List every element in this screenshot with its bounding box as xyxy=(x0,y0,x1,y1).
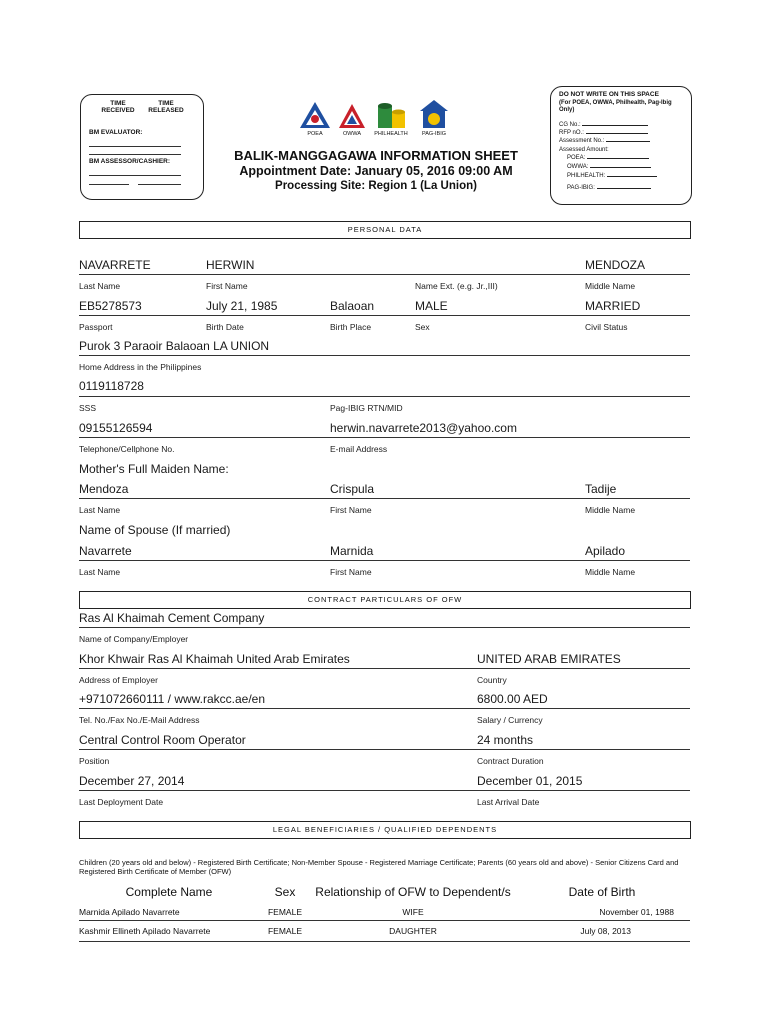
mother-heading: Mother's Full Maiden Name: xyxy=(79,462,229,476)
poea-fee-label: POEA: xyxy=(567,155,649,161)
phone-row-line xyxy=(79,437,690,438)
birth-date-label: Birth Date xyxy=(206,322,244,332)
time-released-label: TIME RELEASED xyxy=(148,100,184,114)
salary-value: 6800.00 AED xyxy=(477,692,548,706)
sss-row-line xyxy=(79,396,690,397)
assessment-no-label: Assessment No.: xyxy=(559,138,650,144)
employer-address-label: Address of Employer xyxy=(79,675,158,685)
mother-first-value: Crispula xyxy=(330,482,375,496)
appointment-date: Appointment Date: January 05, 2016 09:00 AM xyxy=(239,164,513,178)
owwa-fee-label: OWWA: xyxy=(567,164,651,170)
position-row-line xyxy=(79,749,690,750)
spouse-first-value: Marnida xyxy=(330,544,374,558)
form-title: BALIK-MANGGAGAWA INFORMATION SHEET xyxy=(234,148,518,163)
company-label: Name of Company/Employer xyxy=(79,634,189,644)
dependent-1-relationship: WIFE xyxy=(402,907,424,917)
last-name-value: NAVARRETE xyxy=(79,258,151,272)
dependent-1-sex: FEMALE xyxy=(267,907,302,917)
pagibig-logo-icon xyxy=(418,98,450,130)
dependent-2-relationship: DAUGHTER xyxy=(389,926,437,936)
dependent-1-dob: November 01, 1988 xyxy=(599,907,674,917)
name-row-line xyxy=(79,274,690,275)
birth-date-value: July 21, 1985 xyxy=(206,299,278,313)
bm-evaluator-label: BM EVALUATOR: xyxy=(89,129,143,136)
assessor-line-1 xyxy=(89,175,181,176)
do-not-write-subtitle: (For POEA, OWWA, Philhealth, Pag-Ibig Only) xyxy=(559,100,672,113)
passport-label: Passport xyxy=(79,322,113,332)
first-name-value: HERWIN xyxy=(206,258,255,272)
mother-last-label: Last Name xyxy=(79,505,121,515)
last-arrival-label: Last Arrival Date xyxy=(477,797,540,807)
personal-data-header: PERSONAL DATA xyxy=(79,221,691,239)
phone-value: 09155126594 xyxy=(79,421,153,435)
mother-row-line xyxy=(79,498,690,499)
dependent-2-name: Kashmir Ellineth Apilado Navarrete xyxy=(79,926,211,936)
sss-label: SSS xyxy=(79,403,97,413)
mother-last-value: Mendoza xyxy=(79,482,129,496)
last-deploy-label: Last Deployment Date xyxy=(79,797,164,807)
mother-first-label: First Name xyxy=(330,505,372,515)
spouse-middle-label: Middle Name xyxy=(585,567,636,577)
dependents-header-dob: Date of Birth xyxy=(568,885,636,899)
home-address-value: Purok 3 Paraoir Balaoan LA UNION xyxy=(79,339,270,353)
philhealth-logo-icon xyxy=(374,100,410,130)
position-label: Position xyxy=(79,756,110,766)
evaluator-line-2 xyxy=(89,154,181,155)
phone-label: Telephone/Cellphone No. xyxy=(79,444,175,454)
birth-place-label: Birth Place xyxy=(330,322,372,332)
passport-row-line xyxy=(79,315,690,316)
address-employer-line xyxy=(79,668,690,669)
beneficiaries-header: LEGAL BENEFICIARIES / QUALIFIED DEPENDENTS xyxy=(79,821,691,839)
dependents-header-relationship: Relationship of OFW to Dependent/s xyxy=(315,885,511,899)
dependent-1-name: Marnida Apilado Navarrete xyxy=(79,907,180,917)
evaluator-line-1 xyxy=(89,146,181,147)
time-received-label: TIME RECEIVED xyxy=(101,100,135,114)
spouse-last-value: Navarrete xyxy=(79,544,132,558)
assessor-line-2a xyxy=(89,184,129,185)
company-value: Ras Al Khaimah Cement Company xyxy=(79,611,265,625)
name-ext-label: Name Ext. (e.g. Jr.,III) xyxy=(415,281,498,291)
address-row-line xyxy=(79,355,690,356)
assessed-amount-label: Assessed Amount: xyxy=(559,147,609,153)
owwa-label: OWWA xyxy=(342,131,362,137)
do-not-write-title: DO NOT WRITE ON THIS SPACE xyxy=(559,91,659,98)
bm-assessor-label: BM ASSESSOR/CASHIER: xyxy=(89,158,171,165)
country-value: UNITED ARAB EMIRATES xyxy=(477,652,621,666)
philhealth-fee-label: PHILHEALTH: xyxy=(567,173,657,179)
last-deploy-value: December 27, 2014 xyxy=(79,774,185,788)
deploy-row-line xyxy=(79,790,690,791)
pagibig-fee-label: PAG-IBIG: xyxy=(567,185,651,191)
sex-value: MALE xyxy=(415,299,448,313)
sss-value: 0119118728 xyxy=(79,379,144,393)
middle-name-label: Middle Name xyxy=(585,281,636,291)
poea-logo-icon xyxy=(298,100,332,130)
email-value: herwin.navarrete2013@yahoo.com xyxy=(330,421,517,435)
middle-name-value: MENDOZA xyxy=(585,258,645,272)
first-name-label: First Name xyxy=(206,281,248,291)
spouse-heading: Name of Spouse (If married) xyxy=(79,523,231,537)
poea-label: POEA xyxy=(307,131,323,137)
dependent-1-line xyxy=(79,920,690,921)
duration-value: 24 months xyxy=(477,733,534,747)
company-row-line xyxy=(79,627,690,628)
spouse-first-label: First Name xyxy=(330,567,372,577)
dependent-2-sex: FEMALE xyxy=(267,926,302,936)
contract-header: CONTRACT PARTICULARS OF OFW xyxy=(79,591,691,609)
pagibig-label: PAG-IBIG xyxy=(421,131,447,137)
position-value: Central Control Room Operator xyxy=(79,733,246,747)
philhealth-label: PHILHEALTH xyxy=(374,131,408,137)
beneficiaries-note: Children (20 years old and below) - Registered Birth Certificate; Non-Member Spouse - Registered Marriage Certificate; Parents (60 years old and above) - Senior Citizens Card and Registered Birth Certificate of Member (OFW) xyxy=(79,858,679,876)
cg-no-label: CG No.: xyxy=(559,122,648,128)
civil-status-value: MARRIED xyxy=(585,299,641,313)
assessor-line-2b xyxy=(138,184,181,185)
spouse-row-line xyxy=(79,560,690,561)
salary-label: Salary / Currency xyxy=(477,715,543,725)
dependents-header-name: Complete Name xyxy=(125,885,213,899)
passport-value: EB5278573 xyxy=(79,299,142,313)
mother-middle-label: Middle Name xyxy=(585,505,636,515)
email-label: E-mail Address xyxy=(330,444,388,454)
dependent-2-dob: July 08, 2013 xyxy=(580,926,631,936)
owwa-logo-icon xyxy=(338,102,366,130)
civil-status-label: Civil Status xyxy=(585,322,628,332)
last-name-label: Last Name xyxy=(79,281,121,291)
spouse-last-label: Last Name xyxy=(79,567,121,577)
birth-place-value: Balaoan xyxy=(330,299,375,313)
spouse-middle-value: Apilado xyxy=(585,544,626,558)
dependent-2-line xyxy=(79,941,690,942)
dependents-header-sex: Sex xyxy=(274,885,296,899)
pagibig-label-field: Pag-IBIG RTN/MID xyxy=(330,403,403,413)
duration-label: Contract Duration xyxy=(477,756,544,766)
country-label: Country xyxy=(477,675,507,685)
employer-address-value: Khor Khwair Ras Al Khaimah United Arab Emirates xyxy=(79,652,350,666)
contact-label: Tel. No./Fax No./E-Mail Address xyxy=(79,715,200,725)
processing-site: Processing Site: Region 1 (La Union) xyxy=(275,180,477,192)
sex-label: Sex xyxy=(415,322,430,332)
last-arrival-value: December 01, 2015 xyxy=(477,774,583,788)
contact-row-line xyxy=(79,708,690,709)
rfp-no-label: RFP nO.: xyxy=(559,130,648,136)
home-address-label: Home Address in the Philippines xyxy=(79,362,202,372)
mother-middle-value: Tadije xyxy=(585,482,617,496)
contact-value: +971072660111 / www.rakcc.ae/en xyxy=(79,692,266,706)
